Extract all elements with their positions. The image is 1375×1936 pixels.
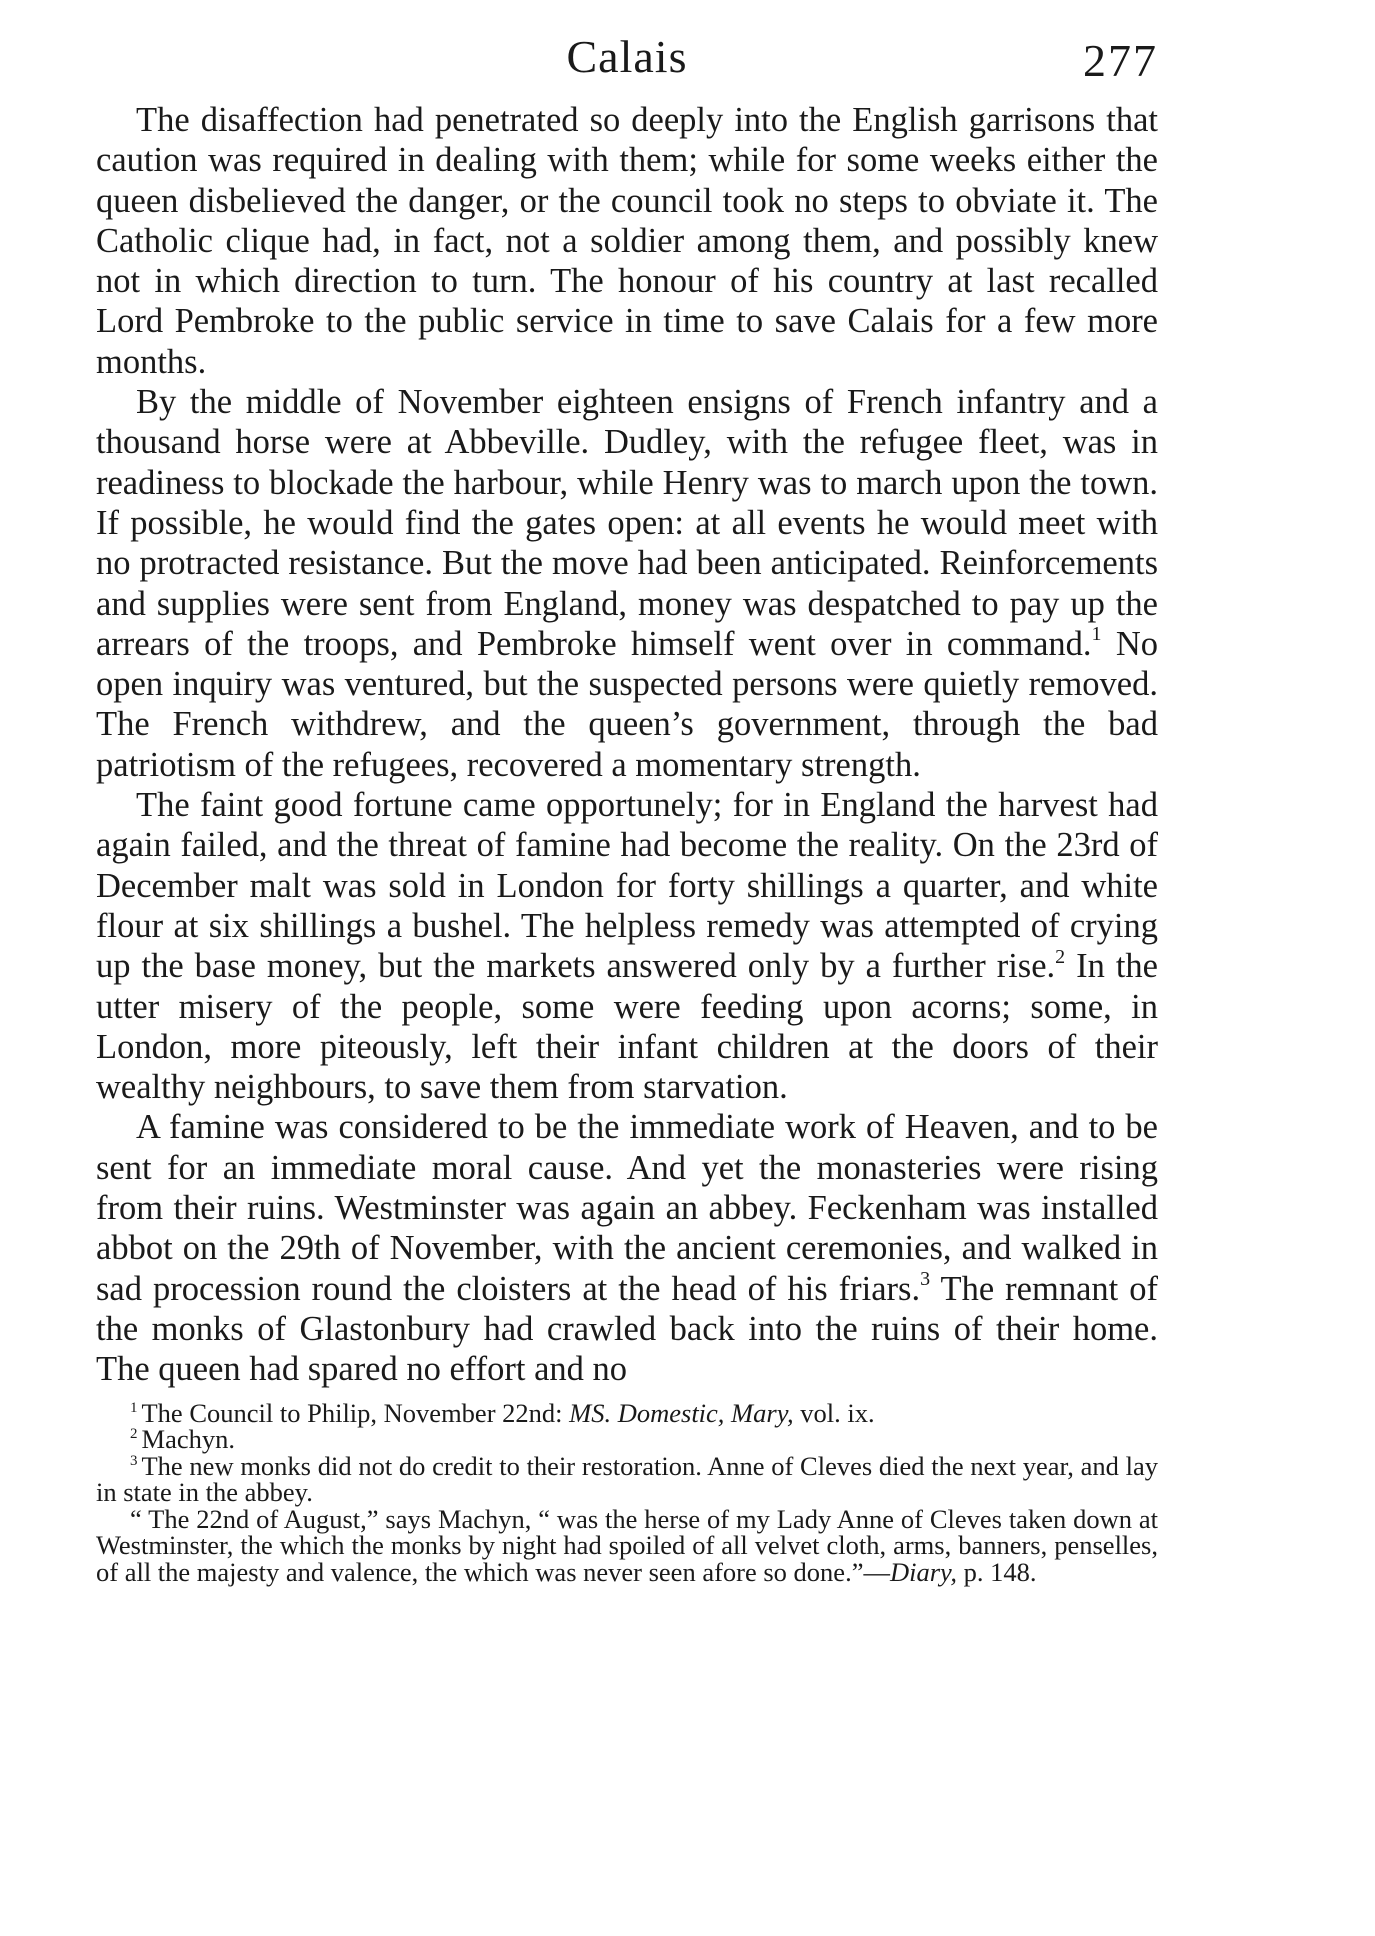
footnote-3-number: 3: [130, 1452, 138, 1469]
footnote-3: [96, 1450, 1158, 1507]
footnote-1-citation: MS. Domestic, Mary,: [569, 1397, 794, 1428]
paragraph-3: [96, 785, 1158, 1107]
paragraph-4-text-b: The remnant of the monks of Glastonbury had crawled back into the ruins of their home. The queen had spared no effort and no: [96, 1269, 1158, 1389]
paragraph-3-text-b: In the utter misery of the people, some were feeding upon acorns; some, in London, more piteously, left their infant children at the doors of their wealthy neighbours, to save them from starvation.: [96, 947, 1158, 1107]
footnote-1-number: 1: [130, 1399, 138, 1416]
page-header: [96, 30, 1158, 100]
footnote-3-text: The new monks did not do credit to their restoration. Anne of Cleves died the next year, and lay in state in the abbey.: [96, 1450, 1158, 1507]
footnote-3-quote-text-a: “ The 22nd of August,” says Machyn, “ was the herse of my Lady Anne of Cleves taken down at Westminster, the which the monks by night had spoiled of all velvet cloth, arms, banners, penselles, of all the majesty and valence, the which was never seen afore so done.”—: [96, 1503, 1158, 1587]
footnote-1: [96, 1397, 1158, 1428]
footnotes: [96, 1397, 1158, 1587]
footnote-1-text-b: vol. ix.: [793, 1397, 875, 1428]
paragraph-2: [96, 382, 1158, 785]
footnote-3-quote-text-b: p. 148.: [956, 1556, 1037, 1587]
book-page: [96, 30, 1158, 1585]
footnote-2-number: 2: [130, 1426, 138, 1443]
footnote-2: [96, 1426, 1158, 1453]
paragraph-2-text-a: By the middle of November eighteen ensigns of French infantry and a thousand horse were at Abbeville. Dudley, with the refugee fleet, was in readiness to blockade the harbour, while Henry was to march upon the town. If possible, he would find the gates open: at all events he would meet with no protracted resistance. But the move had been anticipated. Reinforcements and supplies were sent from England, money was despatched to pay up the arrears of the troops, and Pembroke himself went over in command.: [96, 383, 1158, 663]
paragraph-2-text-b: No open inquiry was ventured, but the suspected persons were quietly removed. The French withdrew, and the queen’s government, through the bad patriotism of the refugees, recovered a momentary strength.: [96, 624, 1158, 784]
body-text: [96, 100, 1158, 1390]
paragraph-4-text-a: A famine was considered to be the immediate work of Heaven, and to be sent for an immediate moral cause. And yet the monasteries were rising from their ruins. Westminster was again an abbey. Feckenham was installed abbot on the 29th of November, with the ancient ceremonies, and walked in sad procession round the cloisters at the head of his friars.: [96, 1108, 1158, 1308]
footnote-3-quote: [96, 1503, 1158, 1587]
running-title: Calais: [566, 31, 688, 82]
footnote-3-quote-citation: Diary,: [889, 1556, 957, 1587]
paragraph-4: [96, 1107, 1158, 1389]
paragraph-1: [96, 100, 1158, 382]
paragraph-1-text: The disaffection had penetrated so deeply into the English garrisons that caution was required in dealing with them; while for some weeks either the queen disbelieved the danger, or the council took no steps to obviate it. The Catholic clique had, in fact, not a soldier among them, and possibly knew not in which direction to turn. The honour of his country at last recalled Lord Pembroke to the public service in time to save Calais for a few more months.: [96, 101, 1158, 381]
footnote-1-text-a: The Council to Philip, November 22nd:: [141, 1397, 570, 1428]
page-number: 277: [1083, 35, 1158, 86]
footnote-ref-3: 3: [920, 1268, 931, 1291]
paragraph-3-text-a: The faint good fortune came opportunely; for in England the harvest had again failed, and the threat of famine had become the reality. On the 23rd of December malt was sold in London for forty shillings a quarter, and white flour at six shillings a bushel. The helpless remedy was attempted of crying up the base money, but the markets answered only by a further rise.: [96, 786, 1158, 986]
footnote-ref-1: 1: [1091, 623, 1102, 646]
footnote-2-text: Machyn.: [141, 1424, 235, 1454]
footnote-ref-2: 2: [1055, 945, 1066, 968]
